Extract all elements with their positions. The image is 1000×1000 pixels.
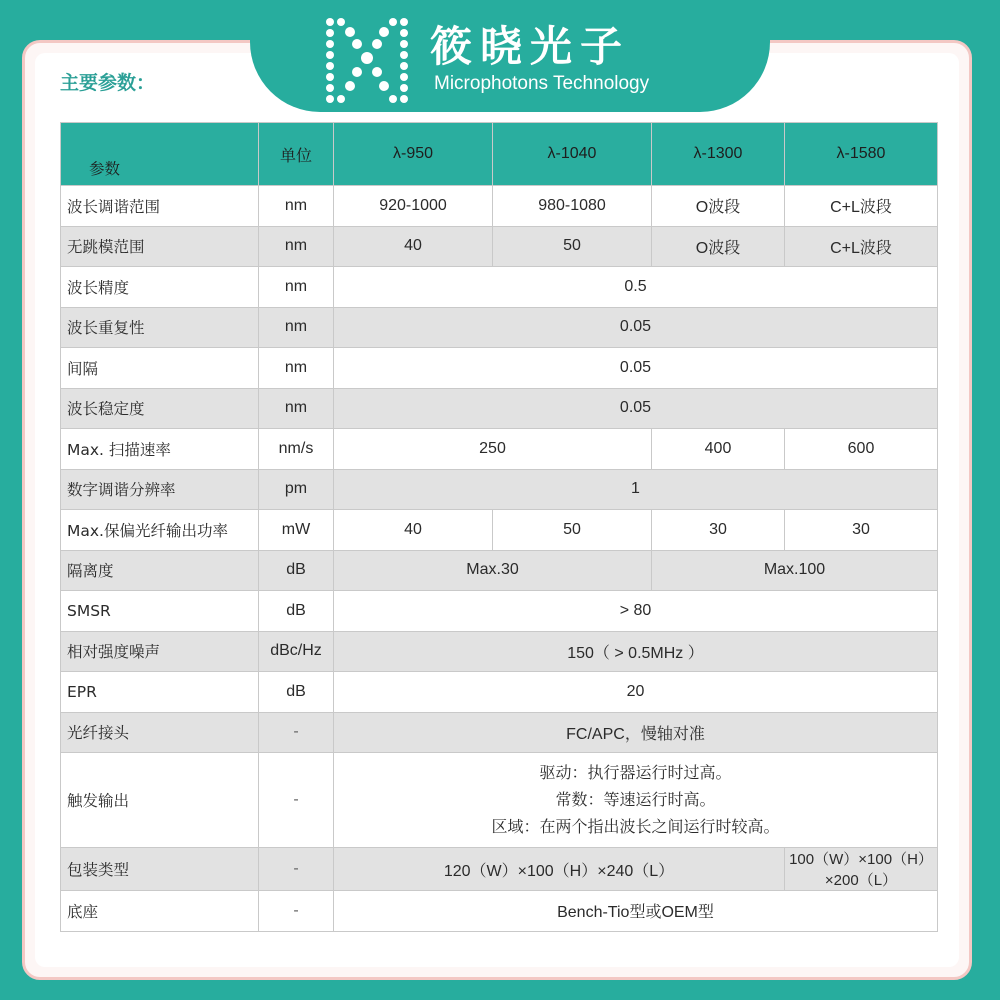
param-label: EPR [61,672,259,713]
value-cell: 150（ > 0.5MHz ） [334,631,938,672]
value-cell: 120（W）×100（H）×240（L） [334,848,785,891]
value-cell: > 80 [334,591,938,632]
value-cell: 30 [652,510,785,551]
table-row [61,429,938,470]
param-label: 间隔 [61,348,259,389]
trigger-line: 区域：在两个指出波长之间运行时较高。 [491,818,780,836]
header-model: λ-1300 [652,123,785,186]
unit-cell: dB [259,550,334,591]
header-param: 参数 [61,123,259,186]
unit-cell: mW [259,510,334,551]
value-cell: C+L波段 [785,226,938,267]
param-label: Max.保偏光纤输出功率 [61,510,259,551]
value-cell: 600 [785,429,938,470]
param-label: 相对强度噪声 [61,631,259,672]
table-row [61,388,938,429]
table-row [61,631,938,672]
value-cell: 50 [493,510,652,551]
value-cell: 250 [334,429,652,470]
param-label: 无跳模范围 [61,226,259,267]
param-label: 包装类型 [61,848,259,891]
dotted-x-logo-icon [322,14,412,104]
unit-cell: nm [259,307,334,348]
unit-cell: - [259,753,334,848]
value-cell: 1 [334,469,938,510]
value-cell: 40 [334,226,493,267]
table-row [61,186,938,227]
unit-cell: dB [259,591,334,632]
table-row [61,307,938,348]
unit-cell: nm/s [259,429,334,470]
table-row [61,550,938,591]
table-row [61,469,938,510]
param-label: 隔离度 [61,550,259,591]
section-title: 主要参数： [60,72,156,94]
unit-cell: nm [259,348,334,389]
unit-cell: pm [259,469,334,510]
value-cell: Max.100 [652,550,938,591]
value-cell: 50 [493,226,652,267]
param-label: Max. 扫描速率 [61,429,259,470]
value-cell: C+L波段 [785,186,938,227]
param-label: 底座 [61,891,259,932]
value-cell: Bench-Tio型或OEM型 [334,891,938,932]
param-label: 波长稳定度 [61,388,259,429]
header-model: λ-1040 [493,123,652,186]
value-cell: 0.05 [334,307,938,348]
value-cell: O波段 [652,186,785,227]
table-row [61,753,938,848]
table-header-row [61,123,938,186]
value-cell: 400 [652,429,785,470]
value-cell: 20 [334,672,938,713]
table-row [61,891,938,932]
table-row [61,672,938,713]
param-label: 数字调谐分辨率 [61,469,259,510]
value-cell: 980-1080 [493,186,652,227]
table-row [61,348,938,389]
value-cell: 0.5 [334,267,938,308]
unit-cell: nm [259,388,334,429]
unit-cell: dB [259,672,334,713]
table-row [61,591,938,632]
value-cell: 0.05 [334,388,938,429]
param-label: SMSR [61,591,259,632]
value-cell: Max.30 [334,550,652,591]
value-cell: FC/APC，慢轴对准 [334,712,938,753]
table-row [61,510,938,551]
unit-cell: nm [259,267,334,308]
param-label: 光纤接头 [61,712,259,753]
value-cell: 40 [334,510,493,551]
header-model: λ-950 [334,123,493,186]
value-cell: 30 [785,510,938,551]
trigger-value-cell [334,753,938,848]
unit-cell: nm [259,186,334,227]
value-cell: 100（W）×100（H）×200（L） [785,848,938,891]
brand-name-en: Microphotons Technology [434,73,650,94]
unit-cell: - [259,891,334,932]
header-unit: 单位 [259,123,334,186]
unit-cell: nm [259,226,334,267]
unit-cell: - [259,848,334,891]
unit-cell: dBc/Hz [259,631,334,672]
value-cell: O波段 [652,226,785,267]
table-row [61,848,938,891]
trigger-line: 驱动：执行器运行时过高。 [539,764,732,782]
value-cell: 0.05 [334,348,938,389]
param-label: 波长精度 [61,267,259,308]
param-label: 触发输出 [61,753,259,848]
brand-name-cn: 筱晓光子 [430,22,631,71]
table-row [61,267,938,308]
value-cell: 920-1000 [334,186,493,227]
trigger-line: 常数：等速运行时高。 [555,791,716,809]
unit-cell: - [259,712,334,753]
table-row [61,226,938,267]
param-label: 波长重复性 [61,307,259,348]
param-label: 波长调谐范围 [61,186,259,227]
table-row [61,712,938,753]
header-model: λ-1580 [785,123,938,186]
spec-table [60,122,938,932]
